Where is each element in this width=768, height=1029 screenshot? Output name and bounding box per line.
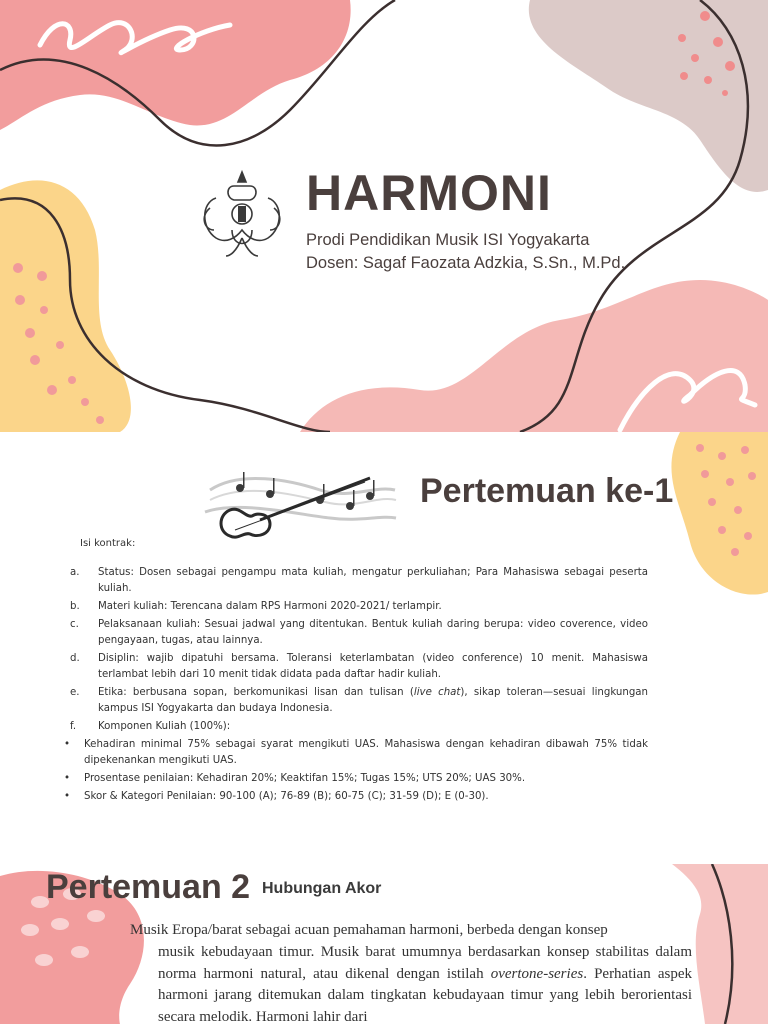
list-item — [70, 685, 648, 717]
body-text: . Perhatian aspek harmoni jarang ditemukan dalam tingkatan kebudayaan timur yang lebih berorientasi secara melodik. Harmoni lahir dari — [158, 965, 692, 1026]
list-item — [70, 617, 648, 649]
isi-logo-icon — [196, 168, 288, 260]
list-marker: f. — [70, 721, 77, 732]
body-first-line: Musik Eropa/barat sebagai acuan pemahaman harmoni, berbeda dengan konsep — [130, 922, 608, 938]
body-indented — [130, 942, 692, 1029]
list-item — [70, 651, 648, 683]
pertemuan-2-subtitle: Hubungan Akor — [262, 880, 382, 897]
list-item-text: ), sikap toleran—sesuai lingkungan kampus ISI Yogyakarta dan budaya Indonesia. — [98, 687, 648, 714]
presentation-title: HARMONI — [306, 165, 552, 221]
bullet-text: Kehadiran minimal 75% sebagai syarat mengikuti UAS. Mahasiswa dengan kehadiran dibawah 75% tidak dipekenankan mengikuti UAS. — [84, 739, 648, 766]
bullet-item — [64, 789, 648, 805]
bullet-item — [64, 737, 648, 769]
list-marker: a. — [70, 567, 80, 578]
list-item — [70, 599, 648, 615]
slide-title — [0, 0, 768, 432]
bullet-text: Skor & Kategori Penilaian: 90-100 (A); 76-89 (B); 60-75 (C); 31-59 (D); E (0-30). — [84, 791, 489, 802]
list-item-text: Materi kuliah: Terencana dalam RPS Harmoni 2020-2021/ terlampir. — [98, 601, 442, 612]
pertemuan-1-title: Pertemuan ke-1 — [420, 472, 674, 510]
list-marker: c. — [70, 619, 79, 630]
lecturer-subtitle: Dosen: Sagaf Faozata Adzkia, S.Sn., M.Pd. — [306, 254, 626, 272]
list-item-italic: live chat — [413, 687, 461, 698]
isi-kontrak-label: Isi kontrak: — [80, 538, 136, 549]
list-item-text: Status: Dosen sebagai pengampu mata kuliah, mengatur perkuliahan; Para Mahasiswa sebagai peserta kuliah. — [98, 567, 648, 594]
pertemuan-2-title: Pertemuan 2 — [46, 868, 251, 906]
bullet-text: Prosentase penilaian: Kehadiran 20%; Keaktifan 15%; Tugas 15%; UTS 20%; UAS 30%. — [84, 773, 526, 784]
bullet-item — [64, 771, 648, 787]
list-marker: d. — [70, 653, 80, 664]
list-item-text: Disiplin: wajib dipatuhi bersama. Toleransi keterlambatan (video conference) 10 menit. Mahasiswa terlambat lebih dari 10 menit tidak didata pada daftar hadir kuliah. — [98, 653, 648, 680]
list-item-text: Komponen Kuliah (100%): — [98, 721, 231, 732]
body-text: musik kebudayaan timur. Musik barat umumnya berdasarkan konsep stabilitas dalam norma harmoni natural, atau dikenal dengan istilah — [158, 943, 692, 982]
body-italic-term: overtone-series — [490, 965, 584, 982]
bullet-marker: • — [64, 791, 71, 802]
bullet-marker: • — [64, 773, 71, 784]
list-item-text: Pelaksanaan kuliah: Sesuai jadwal yang ditentukan. Bentuk kuliah daring berupa: video coverence, video pengayaan, tugas, atau lainnya. — [98, 619, 648, 646]
bullet-marker: • — [64, 739, 71, 750]
violin-music-icon — [200, 460, 400, 550]
list-marker: e. — [70, 687, 80, 698]
list-item — [70, 565, 648, 597]
program-subtitle: Prodi Pendidikan Musik ISI Yogyakarta — [306, 231, 590, 249]
pertemuan-2-body — [130, 920, 692, 1029]
list-item-text: Etika: berbusana sopan, berkomunikasi lisan dan tulisan ( — [98, 687, 414, 698]
contract-list — [64, 565, 648, 807]
list-marker: b. — [70, 601, 80, 612]
list-item — [70, 719, 648, 735]
